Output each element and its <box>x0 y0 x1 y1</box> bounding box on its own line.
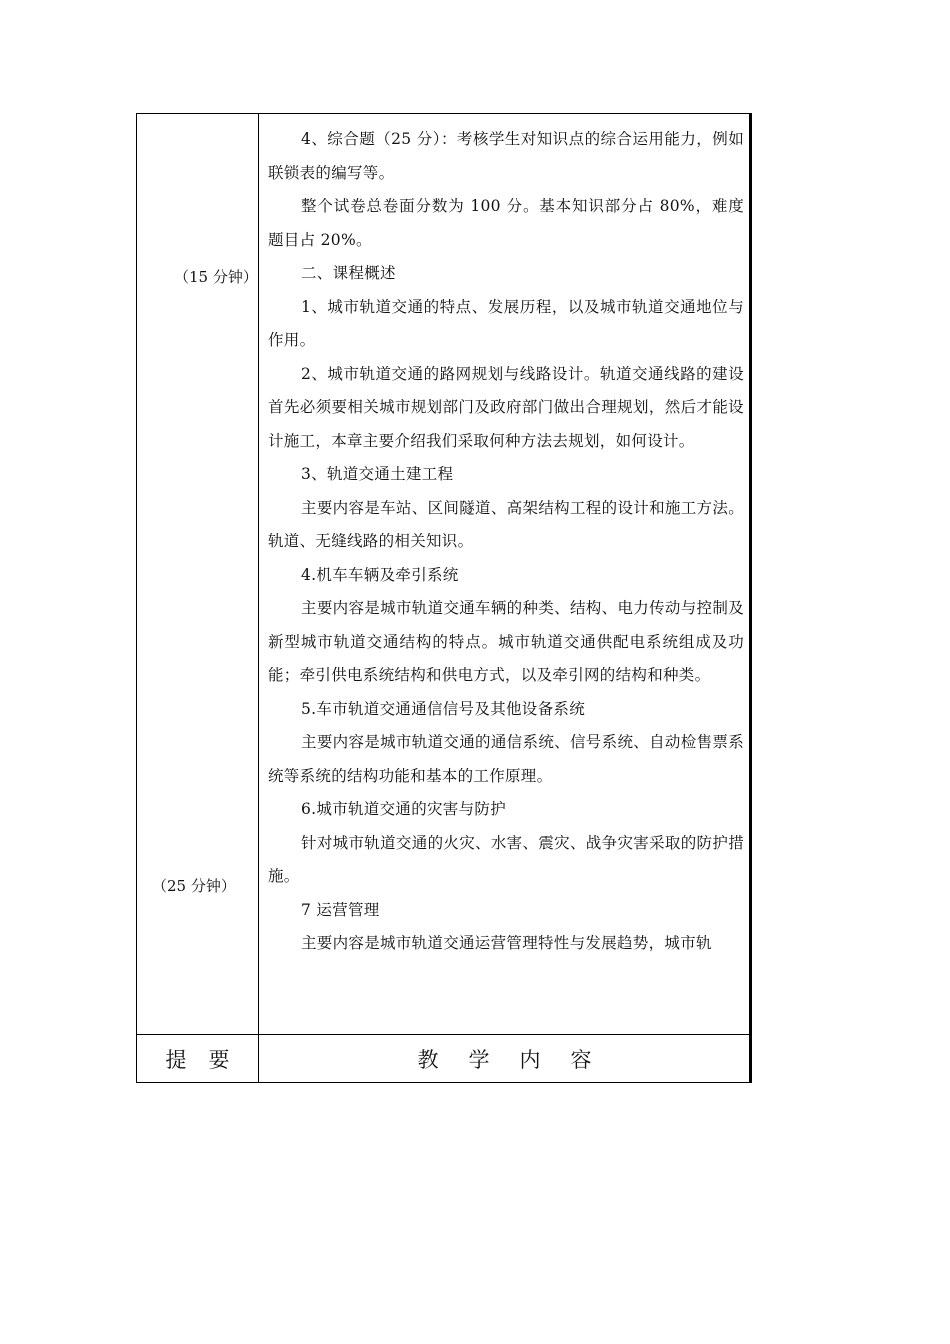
paragraph: 2、城市轨道交通的路网规划与线路设计。轨道交通线路的建设首先必须要相关城市规划部门及政府部门做出合理规划，然后才能设计施工，本章主要介绍我们采取何种方法去规划，如何设计。 <box>268 364 744 450</box>
header-summary: 提要 <box>165 1048 252 1072</box>
header-teaching-content: 教学内容 <box>417 1048 622 1072</box>
table-right-border <box>750 113 752 1083</box>
time-note-25: （25 分钟） <box>152 877 236 895</box>
paragraph: 整个试卷总卷面分数为 100 分。基本知识部分占 80%，难度题目占 20%。 <box>268 197 744 249</box>
paragraph: 主要内容是城市轨道交通的通信系统、信号系统、自动检售票系统等系统的结构功能和基本的工作原理。 <box>268 733 744 785</box>
paragraph: 1、城市轨道交通的特点、发展历程，以及城市轨道交通地位与作用。 <box>268 297 744 349</box>
section-heading: 二、课程概述 <box>301 264 396 282</box>
subheading: 5.车市轨道交通通信信号及其他设备系统 <box>301 699 585 718</box>
subheading: 3、轨道交通土建工程 <box>301 465 454 483</box>
subheading: 7 运营管理 <box>301 900 380 919</box>
paragraph: 主要内容是车站、区间隧道、高架结构工程的设计和施工方法。轨道、无缝线路的相关知识。 <box>268 498 744 550</box>
paragraph: 针对城市轨道交通的火灾、水害、震灾、战争灾害采取的防护措施。 <box>268 833 744 885</box>
subheading: 4.机车车辆及牵引系统 <box>301 565 459 584</box>
subheading: 6.城市轨道交通的灾害与防护 <box>301 800 506 818</box>
paragraph: 4、综合题（25 分）：考核学生对知识点的综合运用能力，例如联锁表的编写等。 <box>268 130 744 182</box>
column-divider <box>258 113 259 1083</box>
paragraph: 主要内容是城市轨道交通车辆的种类、结构、电力传动与控制及新型城市轨道交通结构的特点。城市轨道交通供配电系统组成及功能；牵引供电系统结构和供电方式，以及牵引网的结构和种类。 <box>268 599 744 684</box>
time-note-15: （15 分钟） <box>174 268 258 286</box>
paragraph: 主要内容是城市轨道交通运营管理特性与发展趋势，城市轨 <box>301 934 712 952</box>
teaching-content <box>268 123 744 961</box>
